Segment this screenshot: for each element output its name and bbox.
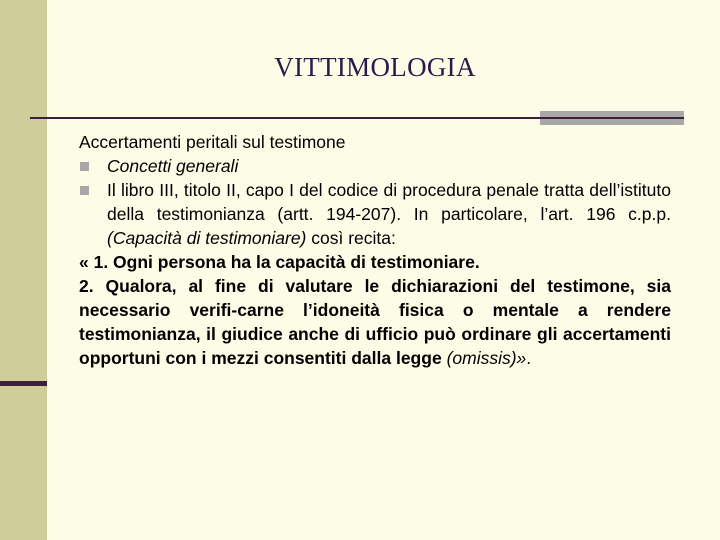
side-bar (0, 0, 47, 540)
bullet-text: Il libro III, titolo II, capo I del codice di procedura penale tratta dell’istituto della testimonianza (artt. 194-207). In particolare, l’art. 196 c.p.p. (107, 180, 671, 224)
quote-line-1: « 1. Ogni persona ha la capacità di testimoniare. (79, 252, 480, 272)
bullet-text-end: così recita: (306, 228, 396, 248)
quote-omissis: (omissis)» (446, 348, 527, 368)
title-rule-block-line (540, 117, 684, 119)
bullet-item (79, 178, 671, 250)
bullet-text: Concetti generali (107, 156, 239, 176)
quote-end: . (526, 348, 532, 368)
side-bar-accent (0, 381, 47, 386)
quote-text: 2. Qualora, al fine di valutare le dichiarazioni del testimone, sia necessario verifi-carne l’idoneità fisica o mentale a rendere testimonianza, il giudice anche di ufficio può ordinare gli accertamenti opportuni con i mezzi consentiti dalla legge (79, 276, 671, 368)
section-heading: Accertamenti peritali sul testimone (79, 132, 346, 152)
slide-title: VITTIMOLOGIA (274, 52, 476, 82)
square-bullet-icon (80, 162, 89, 171)
quote-line-2 (79, 274, 671, 370)
bullet-text-italic: (Capacità di testimoniare) (107, 228, 307, 248)
square-bullet-icon (80, 186, 89, 195)
bullet-item (79, 154, 671, 178)
slide-body (79, 130, 671, 370)
